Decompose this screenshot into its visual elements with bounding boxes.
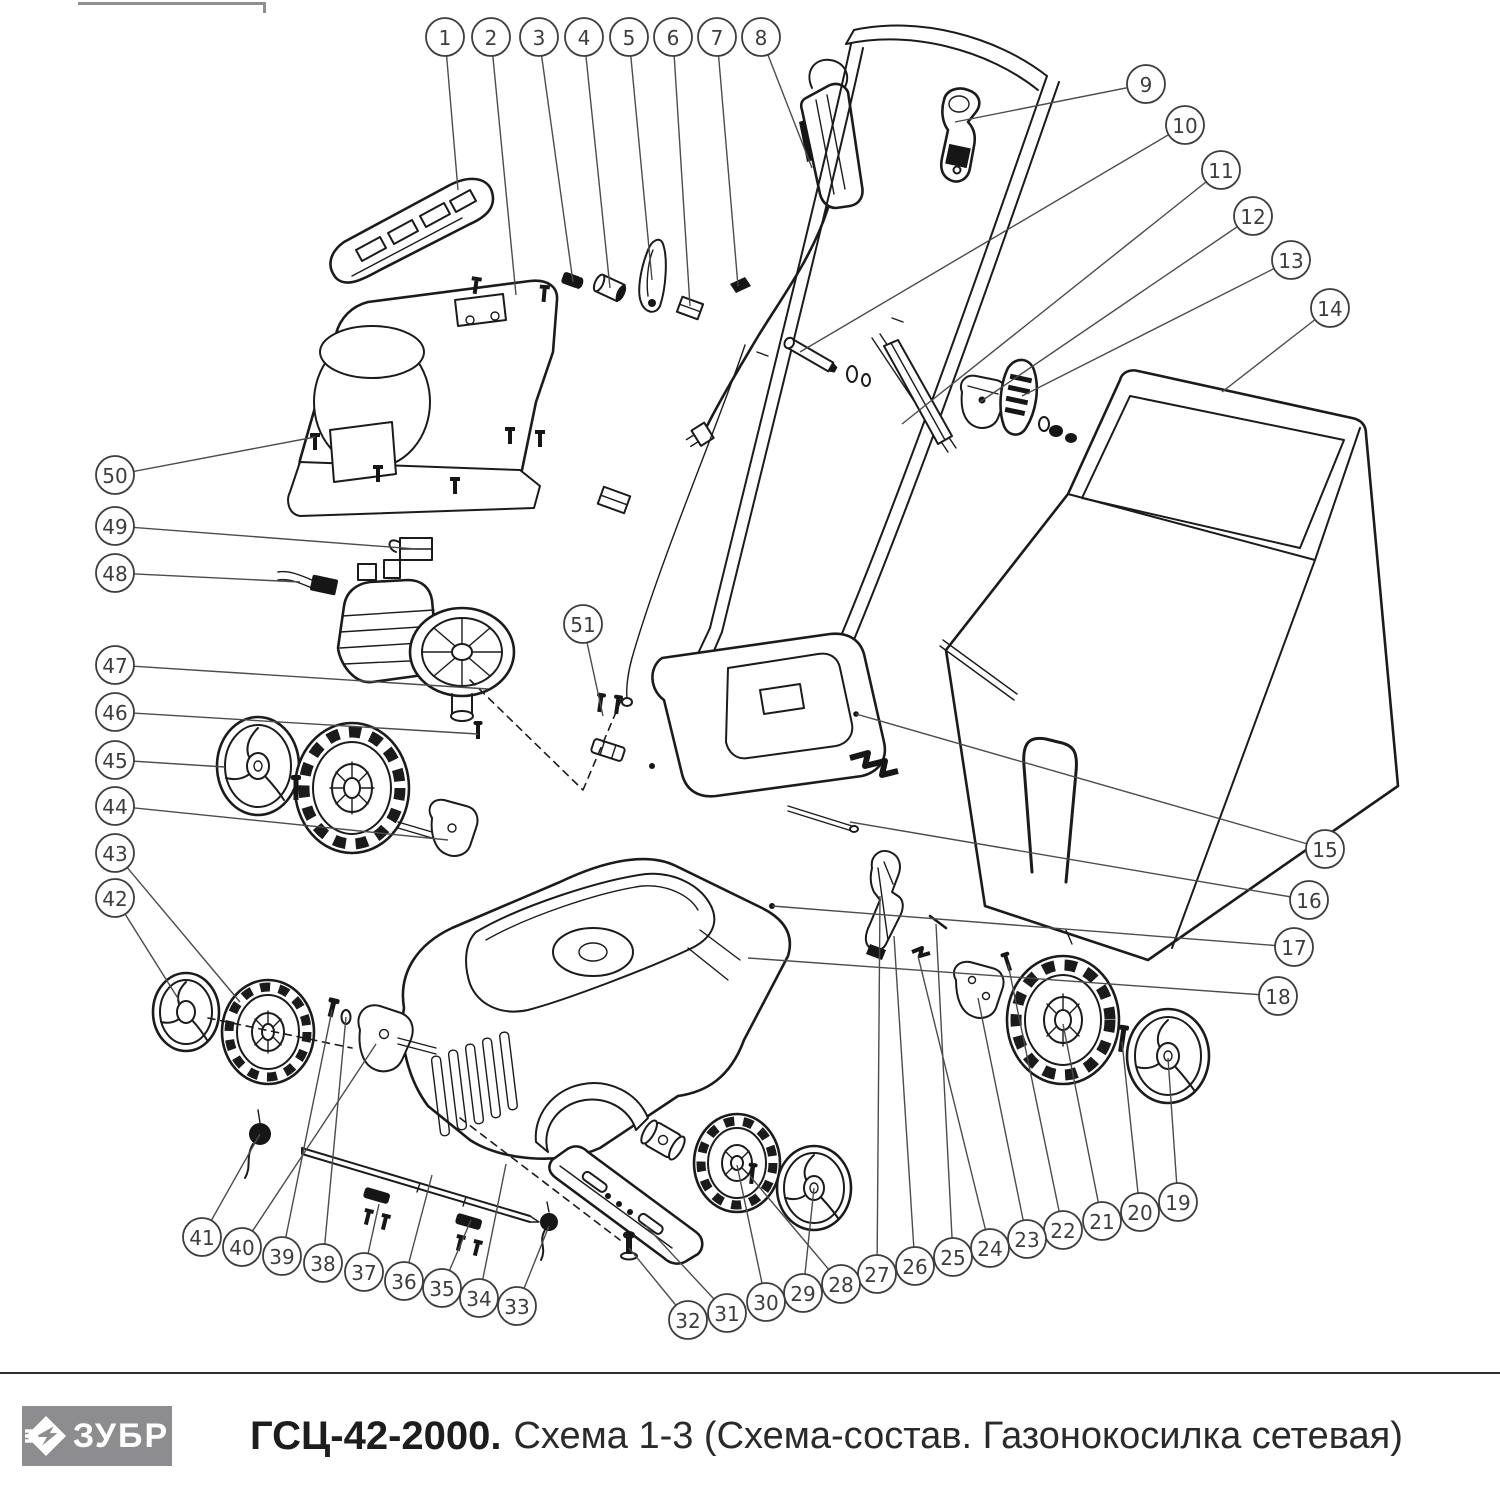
callout-42 — [96, 879, 134, 917]
leader-line-50 — [115, 437, 315, 475]
part-upper-handle-grip — [330, 179, 493, 283]
callout-9 — [1127, 65, 1165, 103]
callout-26 — [896, 1247, 934, 1285]
leader-line-14 — [1222, 308, 1330, 392]
callout-18 — [1259, 977, 1297, 1015]
leader-line-5 — [629, 37, 652, 280]
leader-line-3 — [539, 37, 573, 282]
callout-40 — [223, 1228, 261, 1266]
svg-text:32: 32 — [675, 1309, 701, 1333]
callout-11 — [1202, 151, 1240, 189]
svg-text:47: 47 — [102, 654, 128, 678]
callout-17 — [1275, 928, 1313, 966]
part-motor-cover — [288, 276, 557, 516]
svg-text:36: 36 — [391, 1270, 417, 1294]
part-handle-clamp-hardware — [783, 334, 1077, 452]
leader-line-6 — [673, 37, 690, 306]
svg-text:49: 49 — [102, 515, 128, 539]
callout-20 — [1121, 1193, 1159, 1231]
svg-text:24: 24 — [977, 1237, 1003, 1261]
svg-text:43: 43 — [102, 842, 128, 866]
svg-text:7: 7 — [710, 26, 724, 50]
brand-logo-icon — [25, 1415, 67, 1457]
callout-32 — [669, 1301, 707, 1339]
svg-text:30: 30 — [753, 1291, 779, 1315]
part-wire-connector — [278, 572, 338, 596]
callout-46 — [96, 693, 134, 731]
part-left-front-hubcap — [153, 973, 219, 1051]
callout-41 — [183, 1218, 221, 1256]
svg-text:40: 40 — [229, 1236, 255, 1260]
callout-22 — [1044, 1211, 1082, 1249]
callout-50 — [96, 456, 134, 494]
callout-16 — [1290, 881, 1328, 919]
callout-10 — [1166, 106, 1204, 144]
svg-text:22: 22 — [1050, 1219, 1076, 1243]
svg-text:46: 46 — [102, 701, 128, 725]
svg-text:8: 8 — [754, 26, 768, 50]
leader-line-48 — [115, 573, 300, 582]
svg-text:10: 10 — [1172, 114, 1198, 138]
footer-divider — [0, 1372, 1500, 1374]
callout-36 — [385, 1262, 423, 1300]
svg-text:34: 34 — [466, 1287, 492, 1311]
part-right-rear-tire — [1007, 956, 1119, 1084]
svg-text:39: 39 — [269, 1245, 295, 1269]
callout-3 — [520, 18, 558, 56]
callout-33 — [498, 1287, 536, 1325]
callout-14 — [1311, 289, 1349, 327]
leader-line-1 — [445, 37, 458, 190]
callout-6 — [654, 18, 692, 56]
leader-line-38 — [323, 1017, 346, 1263]
callout-28 — [822, 1265, 860, 1303]
leader-line-46 — [115, 712, 478, 734]
callout-21 — [1083, 1202, 1121, 1240]
part-left-axle-bracket — [398, 800, 478, 856]
callout-29 — [784, 1274, 822, 1312]
callout-45 — [96, 741, 134, 779]
leader-line-26 — [894, 936, 915, 1266]
leader-line-4 — [584, 37, 610, 288]
leader-line-34 — [479, 1164, 506, 1298]
callout-1 — [426, 18, 464, 56]
part-blade-spring — [540, 1202, 558, 1260]
callout-43 — [96, 834, 134, 872]
svg-text:25: 25 — [940, 1246, 966, 1270]
svg-text:9: 9 — [1139, 73, 1153, 97]
svg-text:51: 51 — [570, 613, 596, 637]
model-number: ГСЦ-42-2000. — [250, 1413, 502, 1458]
footer-title — [250, 1406, 1403, 1466]
svg-text:21: 21 — [1089, 1210, 1115, 1234]
leader-line-9 — [955, 84, 1146, 122]
part-left-front-tire — [222, 980, 314, 1084]
svg-text:12: 12 — [1240, 205, 1266, 229]
svg-text:3: 3 — [532, 26, 546, 50]
svg-text:17: 17 — [1281, 936, 1307, 960]
svg-text:48: 48 — [102, 562, 128, 586]
leader-line-7 — [717, 37, 738, 286]
svg-text:6: 6 — [666, 26, 680, 50]
brand-logo — [22, 1406, 172, 1466]
svg-text:1: 1 — [438, 26, 452, 50]
svg-text:26: 26 — [902, 1255, 928, 1279]
svg-text:29: 29 — [790, 1282, 816, 1306]
svg-text:37: 37 — [351, 1261, 377, 1285]
svg-text:38: 38 — [310, 1252, 336, 1276]
callout-37 — [345, 1253, 383, 1291]
leader-line-12 — [980, 216, 1253, 402]
callout-12 — [1234, 197, 1272, 235]
callout-48 — [96, 554, 134, 592]
callout-15 — [1306, 830, 1344, 868]
leader-line-2 — [491, 37, 516, 295]
svg-text:41: 41 — [189, 1226, 215, 1250]
callout-5 — [610, 18, 648, 56]
part-pull-knob — [245, 1110, 271, 1178]
part-start-lever — [941, 88, 979, 181]
svg-text:27: 27 — [864, 1263, 890, 1287]
svg-text:28: 28 — [828, 1273, 854, 1297]
svg-text:5: 5 — [622, 26, 636, 50]
svg-text:35: 35 — [429, 1277, 455, 1301]
svg-text:11: 11 — [1208, 159, 1234, 183]
part-motor-assembly — [338, 560, 514, 739]
callout-27 — [858, 1255, 896, 1293]
part-handle-hardware — [560, 240, 751, 320]
callout-4 — [565, 18, 603, 56]
part-grass-catcher-box — [940, 370, 1398, 960]
part-blade-adapter — [638, 1118, 687, 1162]
svg-text:44: 44 — [102, 795, 128, 819]
callout-23 — [1008, 1220, 1046, 1258]
svg-text:33: 33 — [504, 1295, 530, 1319]
callout-2 — [472, 18, 510, 56]
callout-30 — [747, 1283, 785, 1321]
leader-line-49 — [115, 526, 416, 549]
callout-39 — [263, 1237, 301, 1275]
callout-35 — [423, 1269, 461, 1307]
part-left-rear-hubcap — [217, 717, 299, 815]
callout-31 — [708, 1294, 746, 1332]
svg-text:13: 13 — [1278, 249, 1304, 273]
callout-25 — [934, 1238, 972, 1276]
part-left-rear-tire — [291, 723, 409, 853]
svg-text:23: 23 — [1014, 1228, 1040, 1252]
callout-44 — [96, 787, 134, 825]
callout-34 — [460, 1279, 498, 1317]
svg-text:20: 20 — [1127, 1201, 1153, 1225]
callout-8 — [742, 18, 780, 56]
svg-text:15: 15 — [1312, 838, 1338, 862]
svg-text:31: 31 — [714, 1302, 740, 1326]
svg-text:14: 14 — [1317, 297, 1343, 321]
svg-text:18: 18 — [1265, 985, 1291, 1009]
brand-name: ЗУБР — [72, 1416, 170, 1455]
svg-text:16: 16 — [1296, 889, 1322, 913]
schema-caption: Схема 1-3 (Схема-состав. Газонокосилка сетевая) — [513, 1414, 1403, 1457]
callout-13 — [1272, 241, 1310, 279]
svg-text:19: 19 — [1165, 1191, 1191, 1215]
callout-38 — [304, 1244, 342, 1282]
callout-24 — [971, 1229, 1009, 1267]
part-front-axle-rod — [302, 1148, 539, 1257]
svg-text:50: 50 — [102, 464, 128, 488]
callout-49 — [96, 507, 134, 545]
part-right-rear-hubcap — [1116, 1009, 1209, 1103]
svg-text:4: 4 — [577, 26, 591, 50]
svg-text:45: 45 — [102, 749, 128, 773]
part-switch-housing — [622, 60, 863, 706]
callout-7 — [698, 18, 736, 56]
svg-text:42: 42 — [102, 887, 128, 911]
callout-51 — [564, 605, 602, 643]
callout-19 — [1159, 1183, 1197, 1221]
callout-47 — [96, 646, 134, 684]
svg-text:2: 2 — [484, 26, 498, 50]
